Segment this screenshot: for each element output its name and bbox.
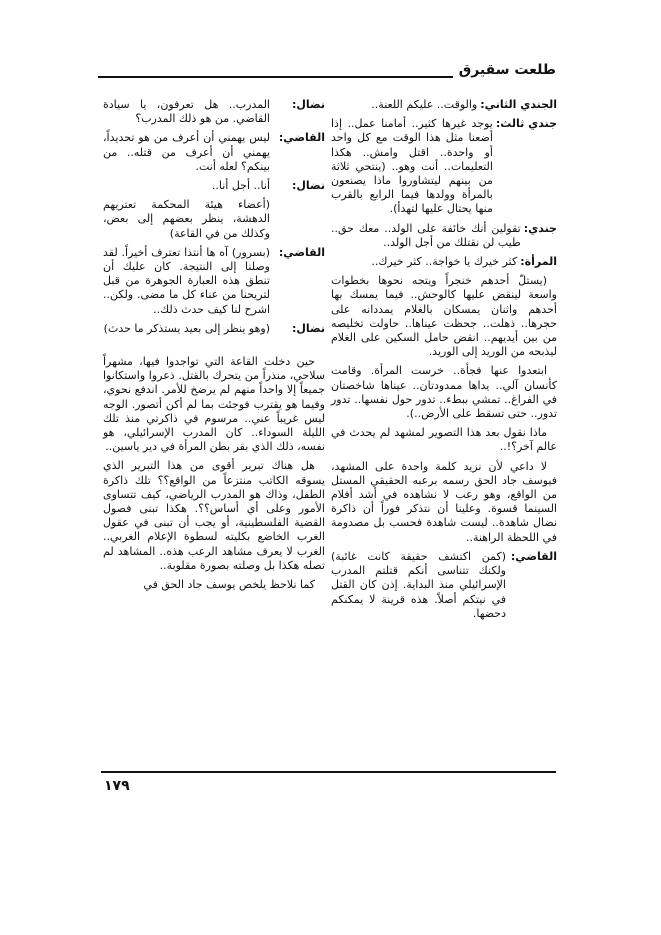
dialogue-text: أنا.. أجل أنا.. <box>211 179 270 193</box>
footer-rule <box>101 771 556 773</box>
dialogue-text: كثر خيرك يا خواجة.. كثر خيرك.. <box>371 255 518 269</box>
dialogue-text: تقولين أنك خائفة على الولد.. معك حق.. طيب لن نقتلك من أجل الولد.. <box>331 221 521 249</box>
author-name: طلعت سقيرق <box>458 62 556 78</box>
commentary-paragraph: ماذا نقول بعد هذا التصوير لمشهد لم يحدث في عالم آخر؟!.. <box>331 426 557 454</box>
dialogue-block <box>103 98 325 126</box>
dialogue-block <box>331 222 557 250</box>
commentary-paragraph: حين دخلت القاعة التي تواجدوا فيها، مشهراً سلاحي، منذراً من يتحرك بالقتل. ذعروا واستكانوا جميعاً إلا واحداً منهم لم يرضخ للأمر. اندفع نحوي، وفيما هو يقترب فوجئت بما لم أكن أتصور. الوجه ليس غريباً عني.. مرسوم في ذاكرتي منذ تلك الليلة السوداء.. كان المدرب الإسرائيلي، هو نفسه، ذلك الذي بقر بطن المرأة في دير ياسين.. <box>103 355 325 454</box>
speaker-label: نضال: <box>291 321 325 335</box>
speaker-label: جندي ثالث: <box>495 117 557 131</box>
right-column <box>331 98 557 626</box>
commentary-paragraph: لا داعي لأن نزيد كلمة واحدة على المشهد، فيوسف جاد الحق رسمه برعبه الحقيقي المستل من الواقع، وهو رعب لا نشاهده في أشد أفلام السينما قسوة. وعلينا أن نتذكر فوراً أن ذاكرة نضال شاهدة.. ليست شاهدة فحسب بل مصدومة في اللحظة الراهنة.. <box>331 459 557 544</box>
running-header <box>98 62 556 86</box>
dialogue-text: ليس يهمني أن أعرف من هو تحديداً، يهمني أن أعرف من قتله.. من بينكم؟ لعله أنت. <box>103 131 270 173</box>
dialogue-block <box>331 98 557 112</box>
dialogue-block <box>331 117 557 216</box>
stage-direction: (يستلّ أحدهم خنجراً ويتجه نحوها بخطوات واسعة لينقض عليها كالوحش.. فيما يمسك بها أحدهم واثنان يمسكان بالغلام يمددانه على حجرها.. ذهلت.. جحظت عيناها.. حاولت تخليصه من بين أيديهم.. انقض حامل السكين على الغلام ليذبحه من الوريد إلى الوريد. <box>331 274 557 359</box>
stage-direction: (أعضاء هيئة المحكمة تعتريهم الدهشة، ينظر بعضهم إلى بعض، وكذلك من في القاعة) <box>103 198 270 240</box>
dialogue-block <box>103 246 325 317</box>
commentary-paragraph: هل هناك تبرير أقوى من هذا التبرير الذي يسوقه الكاتب منتزعاً من الواقع؟؟ تلك ذاكرة الطفل، وذاك هو المدرب الرياضي، كيف تتساوى الأمور وعلى أي أساس؟؟. هكذا تبنى فصول القضية الفلسطينية، أو يجب أن تبنى في عقول الغرب الخاضع بكليته لسطوة الإعلام الغربي.. الغرب لا يعرف مشاهد الرعب هذه.. المشاهد لم تصله هكذا بل وصلته بصورة مقلوبة.. <box>103 459 325 572</box>
dialogue-block <box>103 131 325 174</box>
stage-direction: ابتعدوا عنها فجأة.. خرست المرأة. وقامت كأنسان آلي.. يداها ممدودتان.. عيناها شاخصتان في الفراغ.. تمشي ببطء.. تدور حول نفسها.. تدور تدور.. حتى تسقط على الأرض..). <box>331 364 557 421</box>
speaker-label: القاضي: <box>278 131 325 145</box>
speaker-label: المرأة: <box>520 255 557 269</box>
dialogue-text: (بسرور) آه ها أنتذا تعترف أخيراً. لقد وصلنا إلى النتيجة. كان عليك أن تنطق هذه العبارة الجوهرة من قبل لتريحنا من عناء كل ما مضى. ولكن.. اشرح لنا كيف حدث ذلك.. <box>103 245 270 316</box>
dialogue-block <box>331 550 557 621</box>
speaker-label: جندي: <box>523 221 557 235</box>
dialogue-block <box>103 322 325 336</box>
dialogue-block <box>103 198 325 241</box>
speaker-label: القاضي: <box>510 549 557 563</box>
dialogue-block <box>103 179 325 193</box>
dialogue-text: والوقت.. عليكم اللعنة.. <box>371 98 478 111</box>
speaker-label: نضال: <box>291 179 325 193</box>
spacer <box>103 341 325 355</box>
dialogue-text: (وهو ينظر إلى بعيد يستذكر ما حدث) <box>103 321 270 335</box>
page-number: ١٧٩ <box>104 778 130 794</box>
speaker-label: الجندي الثاني: <box>480 98 557 111</box>
left-column <box>103 98 325 597</box>
dialogue-text: (كمن اكتشف حقيقة كانت غائبة) ولكنك تتناسى أنكم قتلتم المدرب الإسرائيلي منذ البداية. إذن كان القتل في نيتكم أصلاً. هذه قرينة لا يمكنكم دحضها. <box>331 549 506 620</box>
header-rule <box>98 76 453 78</box>
dialogue-text: يوجد غيرها كثير.. أمامنا عمل.. إذا أضعنا مثل هذا الوقت مع كل واحد أو واحدة.. اقتل وامش.. هكذا التعليمات.. أنت وهو.. (ينتحي ثلاثة من بينهم ليتشاوروا ماذا يصنعون بالمرأة وولدها فيما الرابع بالقرب منها يحتال عليها لتهدأ). <box>331 117 493 216</box>
speaker-label: نضال: <box>291 98 325 111</box>
dialogue-block <box>331 255 557 269</box>
speaker-label: القاضي: <box>278 245 325 259</box>
commentary-paragraph: كما نلاحظ يلخص يوسف جاد الحق في <box>143 578 315 592</box>
dialogue-text: المدرب.. هل تعرفون، يا سيادة القاضي. من هو ذلك المدرب؟ <box>103 98 270 126</box>
